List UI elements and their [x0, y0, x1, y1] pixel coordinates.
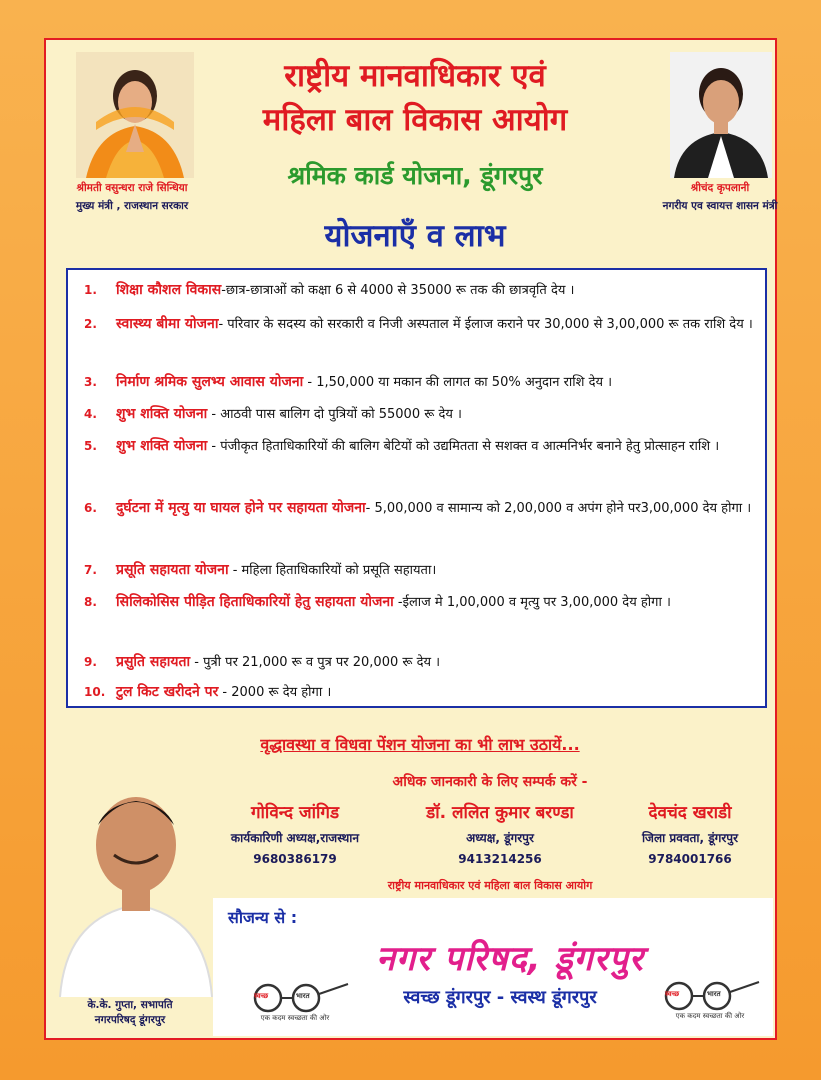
- slogan: स्वच्छ डूंगरपुर - स्वस्थ डूंगरपुर: [403, 987, 597, 1008]
- contact-card: [610, 800, 770, 866]
- item-number: 8.: [84, 595, 97, 609]
- portrait-woman-icon: [76, 52, 194, 178]
- swachh-bharat-logo-left: [240, 982, 350, 1024]
- contact-name: देवचंद खराडी: [648, 803, 732, 823]
- portrait-chairman-icon: [56, 785, 216, 997]
- bharat-word: भारत: [707, 990, 721, 998]
- item-number: 9.: [84, 655, 97, 669]
- item-text: -ईलाज मे 1,00,000 व मृत्यु पर 3,00,000 देय होगा ।: [393, 595, 671, 610]
- item-text: - 1,50,000 या मकान की लागत का 50% अनुदान राशि देय ।: [303, 375, 613, 390]
- courtesy-label: सौजन्य से :: [228, 908, 298, 927]
- schemes-heading: योजनाएँ व लाभ: [324, 218, 506, 254]
- item-text: - 5,00,000 व सामान्य को 2,00,000 व अपंग होने पर3,00,000 देय होगा ।: [365, 501, 752, 516]
- item-text: - 2000 रू देय होगा ।: [218, 685, 332, 700]
- contact-role: अध्यक्ष, डूंगरपुर: [466, 831, 534, 845]
- chairman-designation: नगरपरिषद् डूंगरपुर: [94, 1014, 166, 1026]
- item-label: टुल किट खरीदने पर: [116, 684, 219, 700]
- item-text: -छात्र-छात्राओं को कक्षा 6 से 4000 से 35000 रू तक की छात्रवृति देय ।: [221, 283, 575, 298]
- right-person-designation: नगरीय एव स्वायत्त शासन मंत्री: [662, 200, 778, 212]
- contact-card: [200, 800, 390, 866]
- contact-role: कार्यकारिणी अध्यक्ष,राजस्थान: [230, 831, 360, 845]
- item-label: प्रसुति सहायता: [116, 654, 191, 670]
- item-number: 7.: [84, 563, 97, 577]
- item-number: 3.: [84, 375, 97, 389]
- title-line-1: राष्ट्रीय मानवाधिकार एवं: [284, 58, 546, 94]
- item-number: 1.: [84, 283, 97, 297]
- right-person-name: श्रीचंद कृपलानी: [690, 182, 750, 194]
- item-label: दुर्घटना में मृत्यु या घायल होने पर सहायता योजना: [116, 500, 366, 516]
- swachh-bharat-logo-right: [655, 980, 765, 1022]
- item-label: प्रसूति सहायता योजना: [116, 562, 229, 578]
- left-person-name: श्रीमती वसुन्धरा राजे सिन्धिया: [76, 182, 188, 194]
- left-person-designation: मुख्य मंत्री , राजस्थान सरकार: [75, 200, 189, 212]
- item-text: - आठवी पास बालिग दो पुत्रियों को 55000 रू देय ।: [207, 407, 462, 422]
- chairman-photo: [56, 785, 216, 997]
- subtitle: श्रमिक कार्ड योजना, डूंगरपुर: [287, 161, 543, 190]
- contact-card: [400, 800, 600, 866]
- pension-appeal: वृद्धावस्था व विधवा पेंशन योजना का भी लाभ उठायें...: [260, 735, 580, 754]
- item-number: 6.: [84, 501, 97, 515]
- item-number: 5.: [84, 439, 97, 453]
- swachh-word: स्वच्छ: [665, 990, 680, 998]
- portrait-man-icon: [670, 52, 772, 178]
- item-text: - पुत्री पर 21,000 रू व पुत्र पर 20,000 रू देय ।: [190, 655, 441, 670]
- item-label: स्वास्थ्य बीमा योजना: [116, 316, 219, 332]
- item-label: शिक्षा कौशल विकास: [116, 282, 222, 298]
- item-label: सिलिकोसिस पीड़ित हिताधिकारियों हेतु सहायता योजना: [116, 594, 394, 610]
- contact-name: डॉ. ललित कुमार बरण्डा: [426, 803, 574, 823]
- bharat-word: भारत: [296, 992, 310, 1000]
- contact-name: गोविन्द जांगिड: [250, 803, 340, 823]
- title-line-2: महिला बाल विकास आयोग: [262, 102, 568, 138]
- item-number: 4.: [84, 407, 97, 421]
- contact-phone: 9413214256: [458, 852, 542, 866]
- swachh-tagline: एक कदम स्वच्छता की ओर: [260, 1014, 330, 1022]
- chairman-name: के.के. गुप्ता, सभापति: [87, 999, 173, 1011]
- item-text: - परिवार के सदस्य को सरकारी व निजी अस्पताल में ईलाज कराने पर 30,000 से 3,00,000 रू तक राशि देय ।: [218, 317, 753, 332]
- item-text: - पंजीकृत हिताधिकारियों की बालिग बेटियों को उद्यमितता से सशक्त व आत्मनिर्भर बनाने हेतु प्रोत्साहन राशि ।: [207, 439, 720, 454]
- contact-heading: अधिक जानकारी के लिए सम्पर्क करें -: [392, 774, 588, 790]
- item-label: निर्माण श्रमिक सुलभ्य आवास योजना: [116, 374, 304, 390]
- swachh-tagline: एक कदम स्वच्छता की ओर: [675, 1012, 745, 1020]
- schemes-list: [66, 268, 767, 708]
- chief-minister-photo: [76, 52, 194, 178]
- item-label: शुभ शक्ति योजना: [116, 438, 208, 454]
- item-number: 2.: [84, 317, 97, 331]
- minister-photo: [670, 52, 772, 178]
- contact-phone: 9784001766: [648, 852, 732, 866]
- commission-line: राष्ट्रीय मानवाधिकार एवं महिला बाल विकास आयोग: [387, 879, 593, 892]
- swachh-word: स्वच्छ: [254, 992, 269, 1000]
- item-label: शुभ शक्ति योजना: [116, 406, 208, 422]
- item-number: 10.: [84, 685, 106, 699]
- item-text: - महिला हिताधिकारियों को प्रसूति सहायता।: [228, 563, 437, 578]
- contact-phone: 9680386179: [253, 852, 337, 866]
- council-name: नगर परिषद, डूंगरपुर: [376, 939, 644, 979]
- contact-role: जिला प्रववता, डूंगरपुर: [641, 831, 739, 845]
